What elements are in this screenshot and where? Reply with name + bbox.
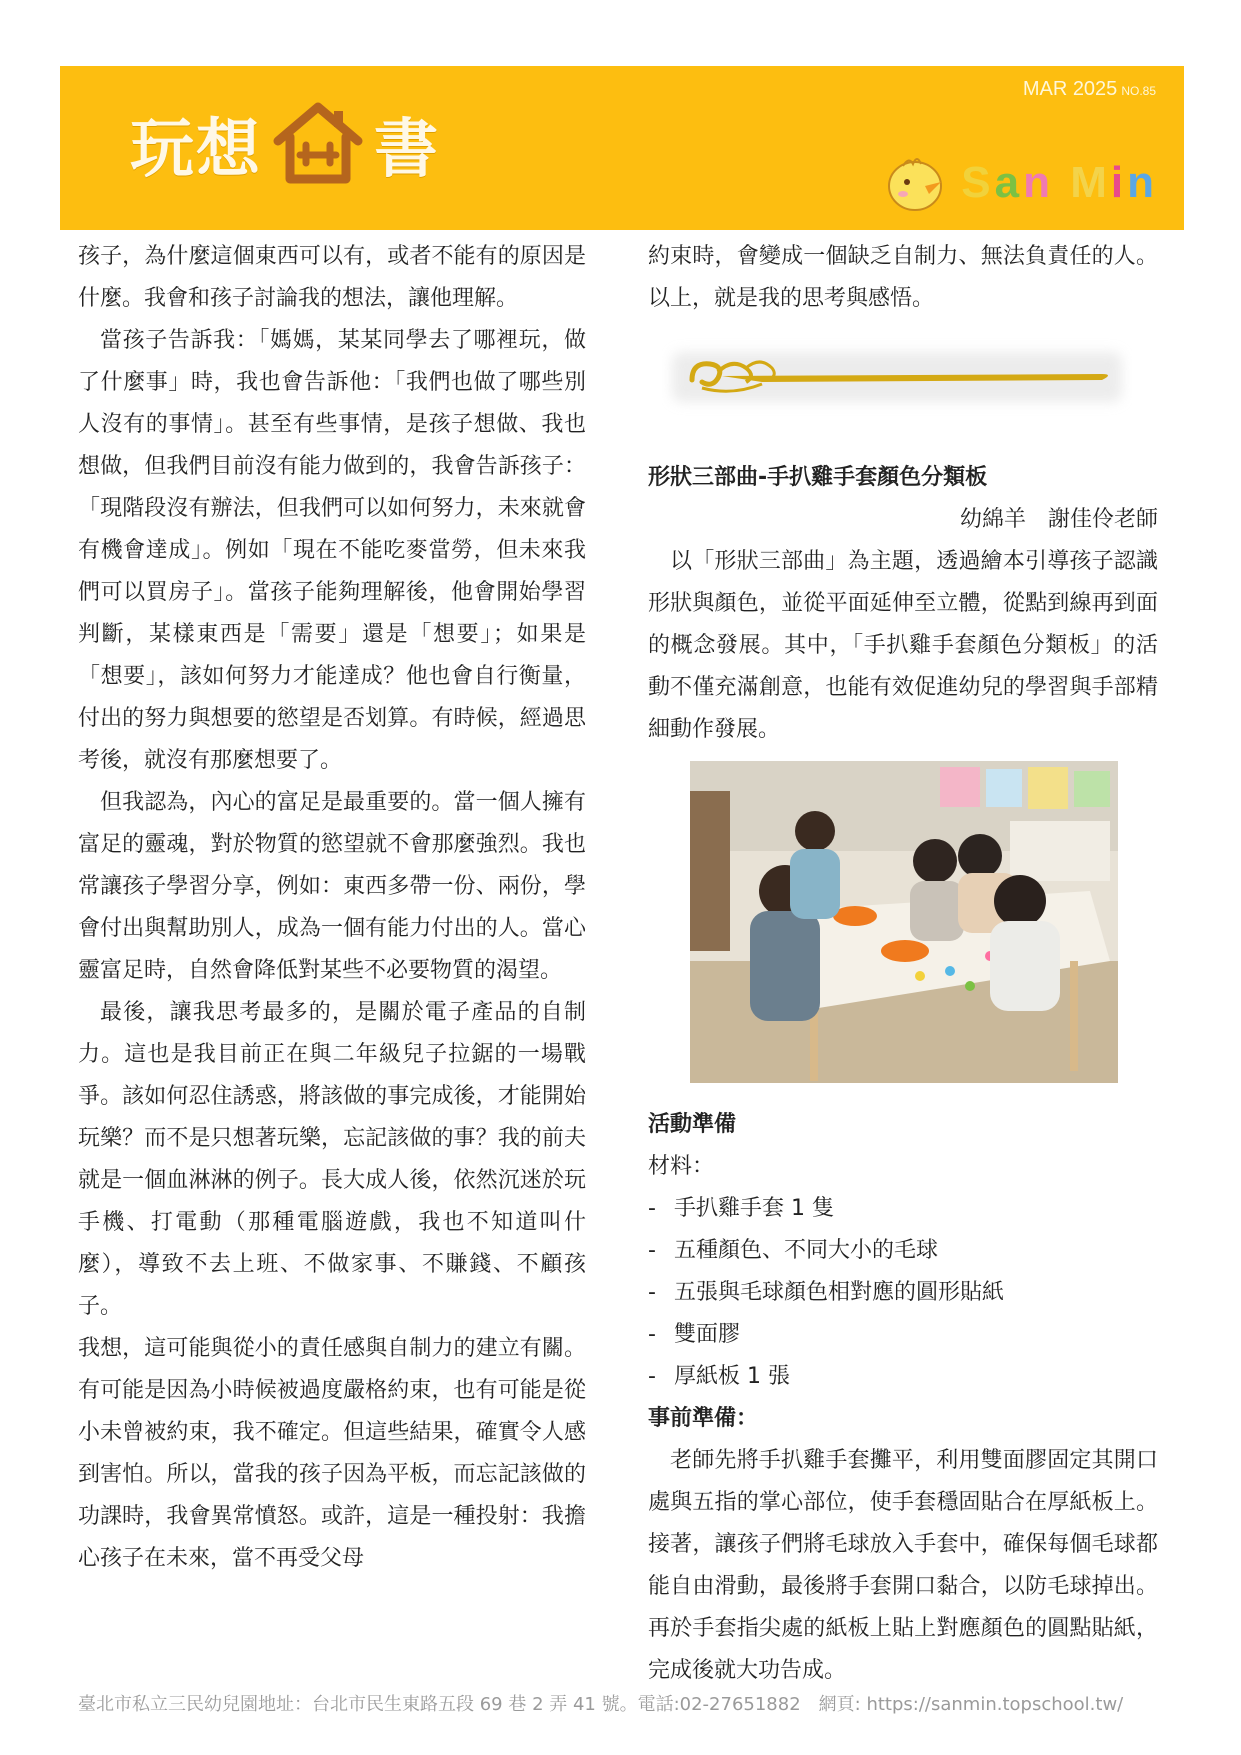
issue-number: NO.85 (1121, 84, 1156, 98)
paragraph: 約束時，會變成一個缺乏自制力、無法負責任的人。以上，就是我的思考與感悟。 (648, 244, 1158, 311)
article-body: 以「形狀三部曲」為主題，透過繪本引導孩子認識形狀與顏色，並從平面延伸至立體，從點到線再到面的概念發展。其中，「手扒雞手套顏色分類板」的活動不僅充滿創意，也能有效促進幼兒的學習與手部精細動作發展。 (648, 549, 1158, 742)
paragraph: 最後，讓我思考最多的，是關於電子產品的自制力。這也是我目前正在與二年級兒子拉鋸的一場戰爭。該如何忍住誘惑，將該做的事完成後，才能開始玩樂？而不是只想著玩樂，忘記該做的事？我的前夫就是一個血淋淋的例子。長大成人後，依然沉迷於玩手機、打電動（那種電腦遊戲，我也不知道叫什麼），導致不去上班、不做家事、不賺錢、不顧孩子。 (78, 1000, 586, 1319)
brand-letter: n (1127, 158, 1158, 207)
paragraph: 當孩子告訴我：「媽媽，某某同學去了哪裡玩，做了什麼事」時，我也會告訴他：「我們也做了哪些別人沒有的事情」。甚至有些事情，是孩子想做、我也想做，但我們目前沒有能力做到的，我會告訴孩子：「現階段沒有辦法，但我們可以如何努力，未來就會有機會達成」。例如「現在不能吃麥當勞，但未來我們可以買房子」。當孩子能夠理解後，他會開始學習判斷，某樣東西是「需要」還是「想要」；如果是「想要」，該如何努力才能達成？他也會自行衡量，付出的努力與想要的慾望是否划算。有時候，經過思考後，就沒有那麼想要了。 (78, 328, 586, 773)
brand-wordmark (961, 158, 1158, 208)
article-author: 幼綿羊 謝佳伶老師 (959, 507, 1158, 532)
paragraph: 但我認為，內心的富足是最重要的。當一個人擁有富足的靈魂，對於物質的慾望就不會那麼強烈。我也常讓孩子學習分享，例如：東西多帶一份、兩份，學會付出與幫助別人，成為一個有能力付出的人。當心靈富足時，自然會降低對某些不必要物質的渴望。 (78, 790, 586, 983)
issue-info (1023, 78, 1156, 101)
chick-mascot-icon (883, 152, 951, 214)
brand-letter: i (1110, 158, 1128, 207)
classroom-photo (690, 761, 1118, 1083)
footer-contact: 臺北市私立三民幼兒園地址：台北市民生東路五段 69 巷 2 弄 41 號。電話:02-27651882 網頁: https://sanmin.topschool.tw/ (78, 1694, 1124, 1715)
left-column (78, 236, 586, 1580)
materials-list (648, 1188, 1158, 1398)
masthead-title-part1: 玩想 (130, 113, 262, 187)
newsletter-header (60, 66, 1184, 230)
brand-letter: n (1023, 158, 1054, 207)
list-item: - 手扒雞手套 1 隻 (648, 1188, 1158, 1230)
pre-preparation-heading: 事前準備： (648, 1406, 759, 1431)
brand-logo (883, 152, 1158, 214)
paragraph: 孩子，為什麼這個東西可以有，或者不能有的原因是什麼。我會和孩子討論我的想法，讓他理解。 (78, 244, 586, 311)
list-item: - 厚紙板 1 張 (648, 1356, 1158, 1398)
list-item: - 雙面膠 (648, 1314, 1158, 1356)
activity-prep-heading: 活動準備 (648, 1112, 737, 1137)
materials-label: 材料： (648, 1154, 715, 1179)
brand-letter: M (1070, 158, 1111, 207)
paragraph: 我想，這可能與從小的責任感與自制力的建立有關。有可能是因為小時候被過度嚴格約束，也有可能是從小未曾被約束，我不確定。但這些結果，確實令人感到害怕。所以，當我的孩子因為平板，而忘記該做的功課時，我會異常憤怒。或許，這是一種投射：我擔心孩子在未來，當不再受父母 (78, 1336, 586, 1571)
brand-letter: S (961, 158, 995, 207)
list-item: - 五張與毛球顏色相對應的圓形貼紙 (648, 1272, 1158, 1314)
masthead-title-part2: 書 (374, 113, 440, 187)
house-logo-icon (272, 101, 364, 187)
right-column (648, 236, 1158, 1692)
masthead (130, 94, 440, 194)
gold-divider-ornament-icon (662, 332, 1132, 422)
issue-date: MAR 2025 (1022, 78, 1118, 100)
pre-preparation-text: 老師先將手扒雞手套攤平，利用雙面膠固定其開口處與五指的掌心部位，使手套穩固貼合在厚紙板上。接著，讓孩子們將毛球放入手套中，確保每個毛球都能自由滑動，最後將手套開口黏合，以防毛球掉出。再於手套指尖處的紙板上貼上對應顏色的圓點貼紙，完成後就大功告成。 (648, 1448, 1158, 1683)
article-title: 形狀三部曲-手扒雞手套顏色分類板 (648, 465, 988, 490)
list-item: - 五種顏色、不同大小的毛球 (648, 1230, 1158, 1272)
brand-letter: a (994, 158, 1024, 207)
